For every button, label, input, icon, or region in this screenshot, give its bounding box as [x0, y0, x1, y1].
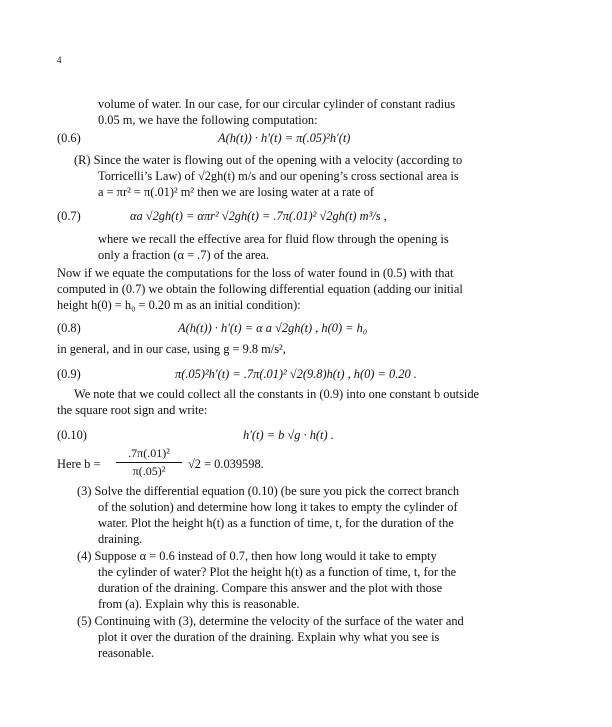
- text-line: volume of water. In our case, for our circular cylinder of constant radius: [98, 97, 456, 111]
- equation: A(h(t)) · h′(t) = α a √2gh(t) , h(0) = h₀: [178, 321, 368, 335]
- equation-number: (0.6): [57, 131, 81, 145]
- question-line: (4) Suppose α = 0.6 instead of 0.7, then how long would it take to empty: [77, 549, 437, 563]
- text-line: the square root sign and write:: [57, 403, 208, 417]
- text-line: in general, and in our case, using g = 9.8 m/s²,: [57, 342, 286, 356]
- fraction-numerator: .7π(.01)²: [128, 446, 170, 460]
- equation: A(h(t)) · h′(t) = π(.05)²h′(t): [218, 131, 351, 145]
- question-line: water. Plot the height h(t) as a function of time, t, for the duration of the: [98, 516, 454, 530]
- text-line: only a fraction (α = .7) of the area.: [98, 248, 270, 262]
- fraction-denominator: π(.05)²: [132, 464, 166, 478]
- equation-number: (0.9): [57, 367, 81, 381]
- text-line: Now if we equate the computations for the loss of water found in (0.5) with that: [57, 266, 454, 280]
- text-line: computed in (0.7) we obtain the following differential equation (adding our initial: [57, 282, 463, 296]
- question-line: reasonable.: [98, 646, 155, 660]
- equation: π(.05)²h′(t) = .7π(.01)² √2(9.8)h(t) , h(0) = 0.20 .: [175, 367, 417, 381]
- question-line: (5) Continuing with (3), determine the velocity of the surface of the water and: [77, 614, 464, 628]
- page-number: 4: [57, 55, 62, 65]
- equation-number: (0.7): [57, 209, 81, 223]
- equation-number: (0.8): [57, 321, 81, 335]
- text-line: Torricelli’s Law) of √2gh(t) m/s and our opening’s cross sectional area is: [98, 169, 459, 183]
- text-line: Here b =: [57, 457, 101, 471]
- question-line: duration of the draining. Compare this answer and the plot with those: [98, 581, 443, 595]
- text-line: (R) Since the water is flowing out of the opening with a velocity (according to: [74, 153, 463, 167]
- question-line: plot it over the duration of the draining. Explain why what you see is: [98, 630, 440, 644]
- text-line: 0.05 m, we have the following computation:: [98, 113, 318, 127]
- question-line: of the solution) and determine how long it takes to empty the cylinder of: [98, 500, 458, 514]
- text-line: We note that we could collect all the constants in (0.9) into one constant b outside: [74, 387, 480, 401]
- text-line: height h(0) = h₀ = 0.20 m as an initial condition):: [57, 298, 301, 312]
- question-line: the cylinder of water? Plot the height h(t) as a function of time, t, for the: [98, 565, 457, 579]
- question-line: from (a). Explain why this is reasonable.: [98, 597, 300, 611]
- text-line: where we recall the effective area for fluid flow through the opening is: [98, 232, 449, 246]
- equation: h′(t) = b √g · h(t) .: [243, 428, 334, 442]
- question-line: draining.: [98, 532, 143, 546]
- fraction-bar: [116, 462, 182, 463]
- text-line: a = πr² = π(.01)² m² then we are losing water at a rate of: [98, 185, 375, 199]
- equation: αa √2gh(t) = απr² √2gh(t) = .7π(.01)² √2gh(t) m³/s ,: [130, 209, 387, 223]
- equation-number: (0.10): [57, 428, 87, 442]
- text-line: √2 = 0.039598.: [188, 457, 264, 471]
- question-line: (3) Solve the differential equation (0.10) (be sure you pick the correct branch: [77, 484, 460, 498]
